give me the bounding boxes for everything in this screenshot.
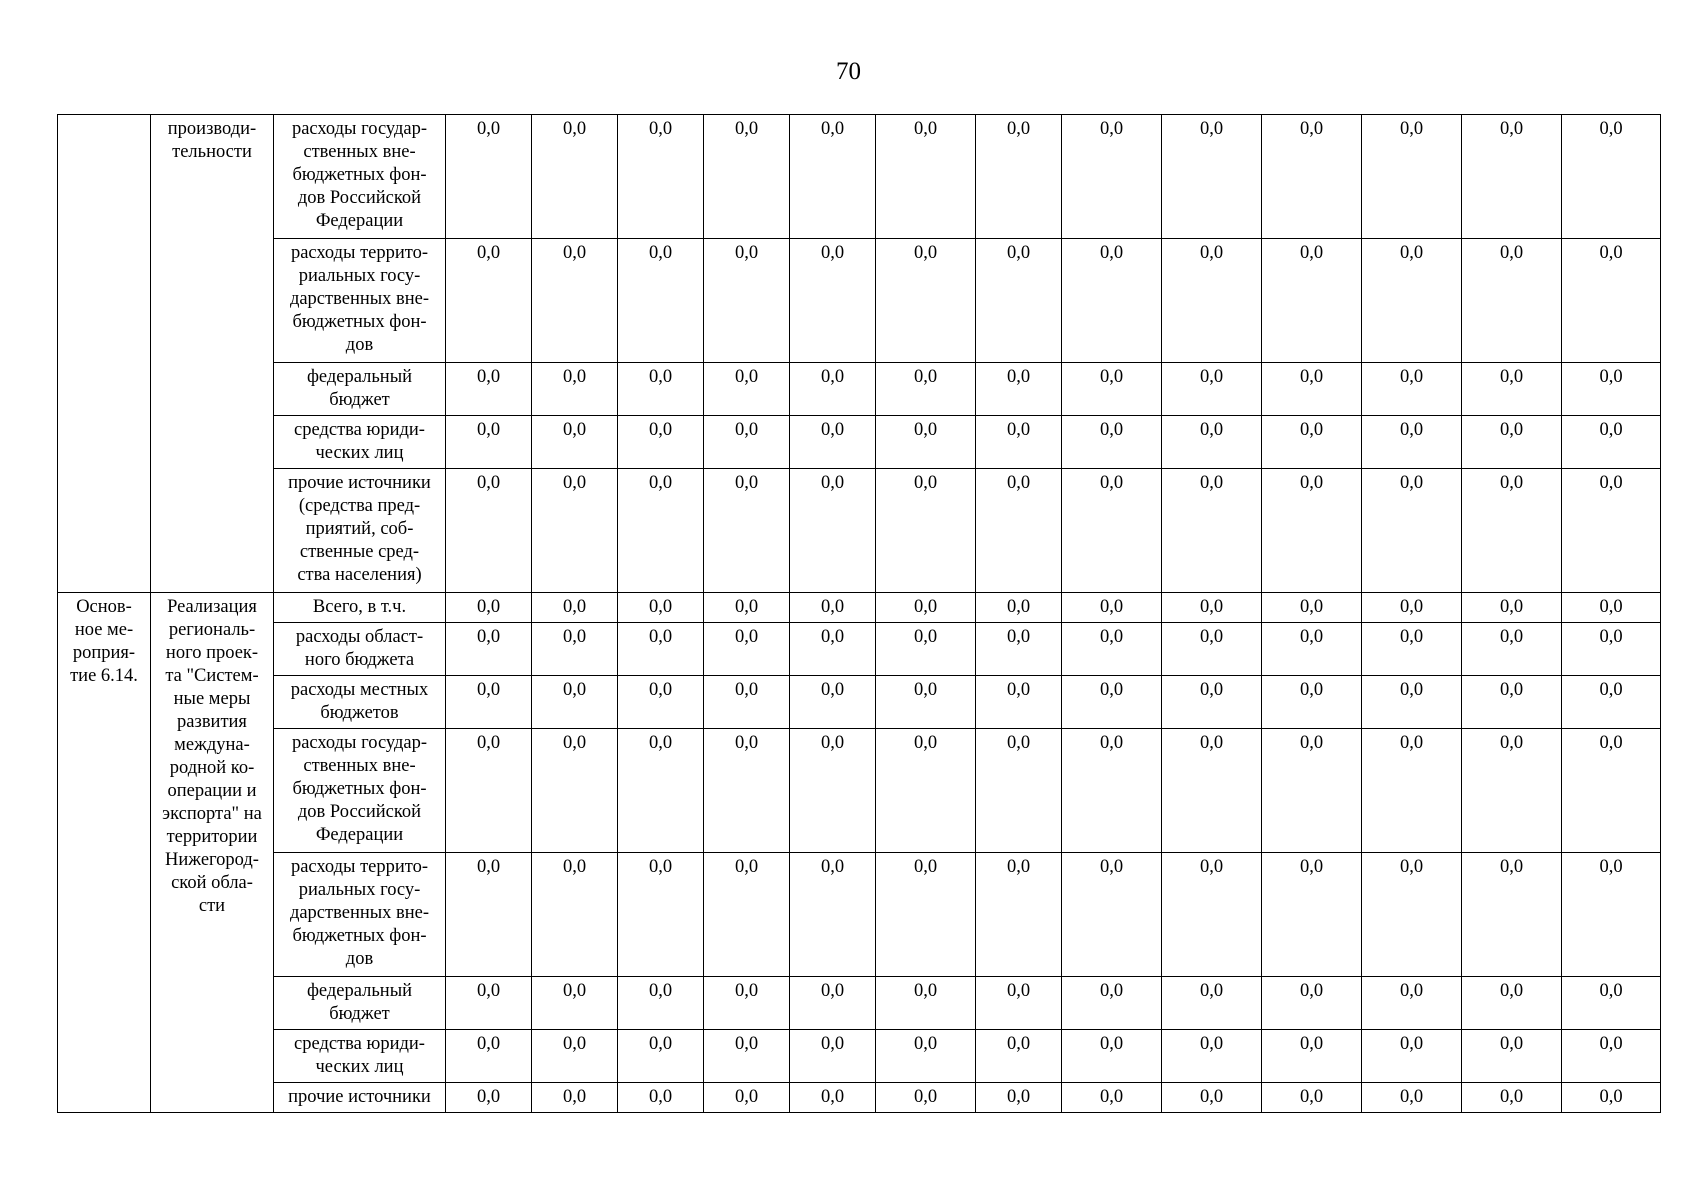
value-cell: 0,0 xyxy=(1462,853,1562,977)
value-cell: 0,0 xyxy=(1162,416,1262,469)
value-cell: 0,0 xyxy=(704,115,790,239)
value-cell: 0,0 xyxy=(876,623,976,676)
value-cell: 0,0 xyxy=(1562,1030,1661,1083)
value-cell: 0,0 xyxy=(1262,416,1362,469)
value-cell: 0,0 xyxy=(976,1083,1062,1113)
value-cell: 0,0 xyxy=(704,676,790,729)
value-cell: 0,0 xyxy=(1362,853,1462,977)
funding-source-cell: расходы местных бюджетов xyxy=(274,676,446,729)
value-cell: 0,0 xyxy=(532,977,618,1030)
value-cell: 0,0 xyxy=(976,1030,1062,1083)
value-cell: 0,0 xyxy=(1162,853,1262,977)
value-cell: 0,0 xyxy=(1362,115,1462,239)
value-cell: 0,0 xyxy=(618,469,704,593)
value-cell: 0,0 xyxy=(1562,115,1661,239)
value-cell: 0,0 xyxy=(1062,593,1162,623)
value-cell: 0,0 xyxy=(1562,676,1661,729)
value-cell: 0,0 xyxy=(618,115,704,239)
value-cell: 0,0 xyxy=(1162,239,1262,363)
activity-name-cell: производи- тельности xyxy=(151,115,274,593)
value-cell: 0,0 xyxy=(1062,729,1162,853)
value-cell: 0,0 xyxy=(1562,416,1661,469)
value-cell: 0,0 xyxy=(1062,853,1162,977)
value-cell: 0,0 xyxy=(876,1083,976,1113)
value-cell: 0,0 xyxy=(704,623,790,676)
value-cell: 0,0 xyxy=(976,593,1062,623)
value-cell: 0,0 xyxy=(876,977,976,1030)
table-row xyxy=(58,363,1661,416)
value-cell: 0,0 xyxy=(1062,676,1162,729)
funding-source-cell: расходы террито- риальных госу- дарственных вне- бюджетных фон- дов xyxy=(274,853,446,977)
value-cell: 0,0 xyxy=(704,593,790,623)
value-cell: 0,0 xyxy=(790,1083,876,1113)
value-cell: 0,0 xyxy=(446,729,532,853)
value-cell: 0,0 xyxy=(446,623,532,676)
value-cell: 0,0 xyxy=(1462,729,1562,853)
value-cell: 0,0 xyxy=(618,853,704,977)
value-cell: 0,0 xyxy=(532,239,618,363)
value-cell: 0,0 xyxy=(876,239,976,363)
table-row xyxy=(58,416,1661,469)
value-cell: 0,0 xyxy=(1262,469,1362,593)
value-cell: 0,0 xyxy=(1362,676,1462,729)
value-cell: 0,0 xyxy=(532,853,618,977)
value-cell: 0,0 xyxy=(1362,363,1462,416)
value-cell: 0,0 xyxy=(976,623,1062,676)
value-cell: 0,0 xyxy=(1362,729,1462,853)
value-cell: 0,0 xyxy=(446,977,532,1030)
value-cell: 0,0 xyxy=(1562,853,1661,977)
table-row xyxy=(58,1083,1661,1113)
value-cell: 0,0 xyxy=(1562,729,1661,853)
value-cell: 0,0 xyxy=(1262,1083,1362,1113)
value-cell: 0,0 xyxy=(1262,115,1362,239)
value-cell: 0,0 xyxy=(704,239,790,363)
value-cell: 0,0 xyxy=(1262,676,1362,729)
value-cell: 0,0 xyxy=(1262,729,1362,853)
value-cell: 0,0 xyxy=(790,853,876,977)
page-number: 70 xyxy=(836,58,861,85)
main-activity-cell xyxy=(58,115,151,593)
value-cell: 0,0 xyxy=(532,469,618,593)
table-row xyxy=(58,1030,1661,1083)
value-cell: 0,0 xyxy=(1562,977,1661,1030)
value-cell: 0,0 xyxy=(446,1030,532,1083)
value-cell: 0,0 xyxy=(532,416,618,469)
value-cell: 0,0 xyxy=(704,469,790,593)
value-cell: 0,0 xyxy=(1462,623,1562,676)
value-cell: 0,0 xyxy=(790,729,876,853)
value-cell: 0,0 xyxy=(1462,469,1562,593)
value-cell: 0,0 xyxy=(704,729,790,853)
value-cell: 0,0 xyxy=(976,239,1062,363)
value-cell: 0,0 xyxy=(446,469,532,593)
value-cell: 0,0 xyxy=(876,363,976,416)
value-cell: 0,0 xyxy=(704,1083,790,1113)
value-cell: 0,0 xyxy=(876,416,976,469)
funding-source-cell: расходы област- ного бюджета xyxy=(274,623,446,676)
value-cell: 0,0 xyxy=(1162,623,1262,676)
value-cell: 0,0 xyxy=(1562,623,1661,676)
value-cell: 0,0 xyxy=(1462,676,1562,729)
table-row xyxy=(58,593,1661,623)
value-cell: 0,0 xyxy=(1162,1083,1262,1113)
value-cell: 0,0 xyxy=(1562,363,1661,416)
value-cell: 0,0 xyxy=(876,115,976,239)
value-cell: 0,0 xyxy=(532,1030,618,1083)
value-cell: 0,0 xyxy=(976,115,1062,239)
value-cell: 0,0 xyxy=(1262,977,1362,1030)
funding-source-cell: средства юриди- ческих лиц xyxy=(274,1030,446,1083)
value-cell: 0,0 xyxy=(1362,593,1462,623)
value-cell: 0,0 xyxy=(1562,593,1661,623)
value-cell: 0,0 xyxy=(1462,363,1562,416)
value-cell: 0,0 xyxy=(1262,593,1362,623)
table-row xyxy=(58,676,1661,729)
table-row xyxy=(58,469,1661,593)
table-row xyxy=(58,239,1661,363)
value-cell: 0,0 xyxy=(532,363,618,416)
value-cell: 0,0 xyxy=(704,416,790,469)
funding-source-cell: расходы террито- риальных госу- дарственных вне- бюджетных фон- дов xyxy=(274,239,446,363)
value-cell: 0,0 xyxy=(790,363,876,416)
value-cell: 0,0 xyxy=(532,593,618,623)
value-cell: 0,0 xyxy=(532,115,618,239)
funding-source-cell: прочие источники (средства пред- приятий, соб- ственные сред- ства населения) xyxy=(274,469,446,593)
funding-table xyxy=(57,114,1661,1113)
value-cell: 0,0 xyxy=(618,676,704,729)
value-cell: 0,0 xyxy=(876,853,976,977)
value-cell: 0,0 xyxy=(446,416,532,469)
value-cell: 0,0 xyxy=(1262,623,1362,676)
value-cell: 0,0 xyxy=(446,1083,532,1113)
value-cell: 0,0 xyxy=(790,239,876,363)
value-cell: 0,0 xyxy=(1362,1030,1462,1083)
value-cell: 0,0 xyxy=(1262,239,1362,363)
value-cell: 0,0 xyxy=(1162,729,1262,853)
value-cell: 0,0 xyxy=(876,1030,976,1083)
value-cell: 0,0 xyxy=(976,977,1062,1030)
value-cell: 0,0 xyxy=(446,593,532,623)
table-row xyxy=(58,115,1661,239)
value-cell: 0,0 xyxy=(790,623,876,676)
value-cell: 0,0 xyxy=(976,676,1062,729)
table-row xyxy=(58,853,1661,977)
value-cell: 0,0 xyxy=(618,239,704,363)
value-cell: 0,0 xyxy=(618,416,704,469)
value-cell: 0,0 xyxy=(618,729,704,853)
value-cell: 0,0 xyxy=(1062,623,1162,676)
value-cell: 0,0 xyxy=(1362,416,1462,469)
funding-source-cell: Всего, в т.ч. xyxy=(274,593,446,623)
value-cell: 0,0 xyxy=(1462,416,1562,469)
value-cell: 0,0 xyxy=(618,977,704,1030)
value-cell: 0,0 xyxy=(790,115,876,239)
value-cell: 0,0 xyxy=(618,623,704,676)
value-cell: 0,0 xyxy=(976,729,1062,853)
value-cell: 0,0 xyxy=(1362,977,1462,1030)
value-cell: 0,0 xyxy=(1062,1030,1162,1083)
value-cell: 0,0 xyxy=(876,676,976,729)
value-cell: 0,0 xyxy=(1362,239,1462,363)
funding-source-cell: федеральный бюджет xyxy=(274,977,446,1030)
value-cell: 0,0 xyxy=(976,416,1062,469)
value-cell: 0,0 xyxy=(790,1030,876,1083)
value-cell: 0,0 xyxy=(876,729,976,853)
table-body xyxy=(58,115,1661,1113)
value-cell: 0,0 xyxy=(1162,363,1262,416)
value-cell: 0,0 xyxy=(976,469,1062,593)
table-row xyxy=(58,977,1661,1030)
value-cell: 0,0 xyxy=(704,977,790,1030)
value-cell: 0,0 xyxy=(1462,239,1562,363)
value-cell: 0,0 xyxy=(976,853,1062,977)
value-cell: 0,0 xyxy=(976,363,1062,416)
value-cell: 0,0 xyxy=(1462,115,1562,239)
value-cell: 0,0 xyxy=(446,853,532,977)
value-cell: 0,0 xyxy=(1362,623,1462,676)
value-cell: 0,0 xyxy=(1162,115,1262,239)
value-cell: 0,0 xyxy=(1462,977,1562,1030)
value-cell: 0,0 xyxy=(790,593,876,623)
funding-source-cell: федеральный бюджет xyxy=(274,363,446,416)
value-cell: 0,0 xyxy=(704,853,790,977)
value-cell: 0,0 xyxy=(876,593,976,623)
value-cell: 0,0 xyxy=(1362,469,1462,593)
value-cell: 0,0 xyxy=(1462,1030,1562,1083)
value-cell: 0,0 xyxy=(1062,239,1162,363)
value-cell: 0,0 xyxy=(446,676,532,729)
table-row xyxy=(58,623,1661,676)
value-cell: 0,0 xyxy=(790,416,876,469)
value-cell: 0,0 xyxy=(1162,1030,1262,1083)
value-cell: 0,0 xyxy=(790,469,876,593)
value-cell: 0,0 xyxy=(532,729,618,853)
value-cell: 0,0 xyxy=(1062,1083,1162,1113)
value-cell: 0,0 xyxy=(1262,1030,1362,1083)
value-cell: 0,0 xyxy=(446,115,532,239)
value-cell: 0,0 xyxy=(532,623,618,676)
value-cell: 0,0 xyxy=(1462,593,1562,623)
value-cell: 0,0 xyxy=(532,1083,618,1113)
value-cell: 0,0 xyxy=(790,676,876,729)
value-cell: 0,0 xyxy=(1562,1083,1661,1113)
value-cell: 0,0 xyxy=(618,1083,704,1113)
activity-name-cell: Реализация региональ- ного проек- та "Систем- ные меры развития междуна- родной ко- операции и экспорта" на территории Нижегород- ской обла- сти xyxy=(151,593,274,1113)
value-cell: 0,0 xyxy=(876,469,976,593)
value-cell: 0,0 xyxy=(1262,853,1362,977)
value-cell: 0,0 xyxy=(618,1030,704,1083)
value-cell: 0,0 xyxy=(618,593,704,623)
value-cell: 0,0 xyxy=(704,363,790,416)
value-cell: 0,0 xyxy=(1162,593,1262,623)
value-cell: 0,0 xyxy=(1162,469,1262,593)
value-cell: 0,0 xyxy=(1062,977,1162,1030)
main-activity-cell: Основ- ное ме- роприя- тие 6.14. xyxy=(58,593,151,1113)
value-cell: 0,0 xyxy=(790,977,876,1030)
value-cell: 0,0 xyxy=(446,363,532,416)
value-cell: 0,0 xyxy=(1562,239,1661,363)
value-cell: 0,0 xyxy=(704,1030,790,1083)
value-cell: 0,0 xyxy=(1062,469,1162,593)
funding-source-cell: прочие источники xyxy=(274,1083,446,1113)
value-cell: 0,0 xyxy=(446,239,532,363)
value-cell: 0,0 xyxy=(1562,469,1661,593)
value-cell: 0,0 xyxy=(1362,1083,1462,1113)
value-cell: 0,0 xyxy=(1262,363,1362,416)
value-cell: 0,0 xyxy=(532,676,618,729)
value-cell: 0,0 xyxy=(1062,115,1162,239)
table-row xyxy=(58,729,1661,853)
value-cell: 0,0 xyxy=(1462,1083,1562,1113)
funding-source-cell: расходы государ- ственных вне- бюджетных фон- дов Российской Федерации xyxy=(274,115,446,239)
value-cell: 0,0 xyxy=(618,363,704,416)
funding-source-cell: средства юриди- ческих лиц xyxy=(274,416,446,469)
funding-source-cell: расходы государ- ственных вне- бюджетных фон- дов Российской Федерации xyxy=(274,729,446,853)
value-cell: 0,0 xyxy=(1162,676,1262,729)
value-cell: 0,0 xyxy=(1162,977,1262,1030)
value-cell: 0,0 xyxy=(1062,416,1162,469)
value-cell: 0,0 xyxy=(1062,363,1162,416)
